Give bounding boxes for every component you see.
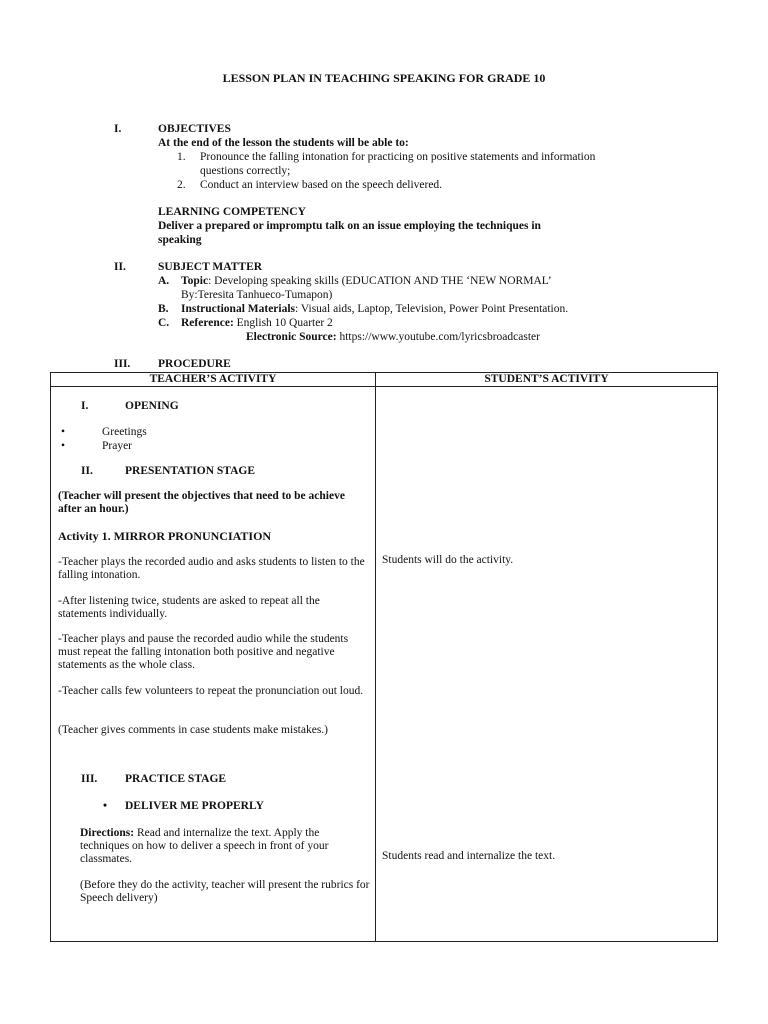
topic-value: : Developing speaking skills (EDUCATION AND THE ‘NEW NORMAL’ (208, 275, 552, 287)
materials-value: : Visual aids, Laptop, Television, Power Point Presentation. (295, 303, 569, 315)
page-title: LESSON PLAN IN TEACHING SPEAKING FOR GRADE 10 (222, 71, 546, 85)
reference-letter: C. (158, 317, 170, 329)
practice-heading: PRACTICE STAGE (125, 773, 227, 785)
opening-heading: OPENING (125, 400, 179, 412)
teacher-activity-header: TEACHER’S ACTIVITY (149, 373, 277, 385)
student-activity-text: Students will do the activity. (382, 554, 514, 566)
objectives-heading: OBJECTIVES (158, 123, 231, 135)
electronic-source-line (246, 331, 540, 343)
topic-author: By:Teresita Tanhueco-Tumapon) (181, 289, 333, 301)
activity-step: -Teacher plays and pause the recorded audio while the students must repeat the falling intonation both positive and negative statements as the whole class. (58, 633, 349, 671)
objectives-numeral: I. (114, 123, 122, 135)
electronic-source-url[interactable]: https://www.youtube.com/lyricsbroadcaster (336, 331, 540, 343)
materials-label: Instructional Materials (181, 303, 296, 315)
subject-matter-numeral: II. (114, 261, 126, 273)
teacher-note: (Teacher will present the objectives that need to be achieve after an hour.) (58, 490, 345, 515)
rubrics-note: (Before they do the activity, teacher will present the rubrics for Speech delivery) (80, 879, 370, 904)
bullet-text: Prayer (102, 440, 133, 452)
practice-directions (80, 827, 370, 866)
subject-matter-heading: SUBJECT MATTER (158, 261, 263, 273)
objective-number: 2. (177, 179, 186, 191)
objectives-intro: At the end of the lesson the students will be able to: (158, 137, 409, 149)
topic-letter: A. (158, 275, 170, 287)
objective-number: 1. (177, 151, 186, 163)
topic-label: Topic (181, 275, 209, 287)
practice-numeral: III. (81, 773, 98, 785)
directions-label: Directions: (80, 827, 135, 839)
procedure-numeral: III. (114, 358, 131, 370)
student-activity-header: STUDENT’S ACTIVITY (484, 373, 609, 385)
competency-text: Deliver a prepared or impromptu talk on an issue employing the techniques in (158, 220, 541, 232)
bullet-text: Greetings (102, 426, 147, 438)
electronic-source-label: Electronic Source: (246, 331, 337, 343)
presentation-heading: PRESENTATION STAGE (125, 465, 256, 477)
reference-label: Reference: (181, 317, 234, 329)
objective-text-continued: questions correctly; (200, 165, 291, 177)
student-activity-text: Students read and internalize the text. (382, 850, 556, 862)
topic-line (181, 275, 552, 287)
presentation-numeral: II. (81, 465, 93, 477)
deliver-heading: DELIVER ME PROPERLY (125, 800, 264, 812)
activity-step: -After listening twice, students are asked to repeat all the statements individually. (58, 595, 320, 620)
materials-line (181, 303, 568, 315)
competency-heading: LEARNING COMPETENCY (158, 206, 306, 218)
bullet-icon: • (103, 800, 108, 812)
competency-text-continued: speaking (158, 234, 202, 246)
header-divider (51, 386, 717, 387)
activity-title: Activity 1. MIRROR PRONUNCIATION (58, 529, 272, 543)
activity-step: -Teacher calls few volunteers to repeat the pronunciation out loud. (58, 685, 364, 697)
directions-text: Read and internalize the text. Apply the techniques on how to deliver a speech in front of your classmates. (80, 827, 329, 865)
materials-letter: B. (158, 303, 169, 315)
column-divider (375, 373, 376, 941)
activity-step: -Teacher plays the recorded audio and asks students to listen to the falling intonation. (58, 556, 365, 581)
activity-step: (Teacher gives comments in case students make mistakes.) (58, 724, 328, 736)
procedure-table (50, 372, 718, 942)
procedure-heading: PROCEDURE (158, 358, 231, 370)
reference-line (181, 317, 333, 329)
opening-numeral: I. (81, 400, 89, 412)
objective-text: Pronounce the falling intonation for practicing on positive statements and information (200, 151, 596, 163)
reference-value: English 10 Quarter 2 (233, 317, 333, 329)
objective-text: Conduct an interview based on the speech delivered. (200, 179, 443, 191)
